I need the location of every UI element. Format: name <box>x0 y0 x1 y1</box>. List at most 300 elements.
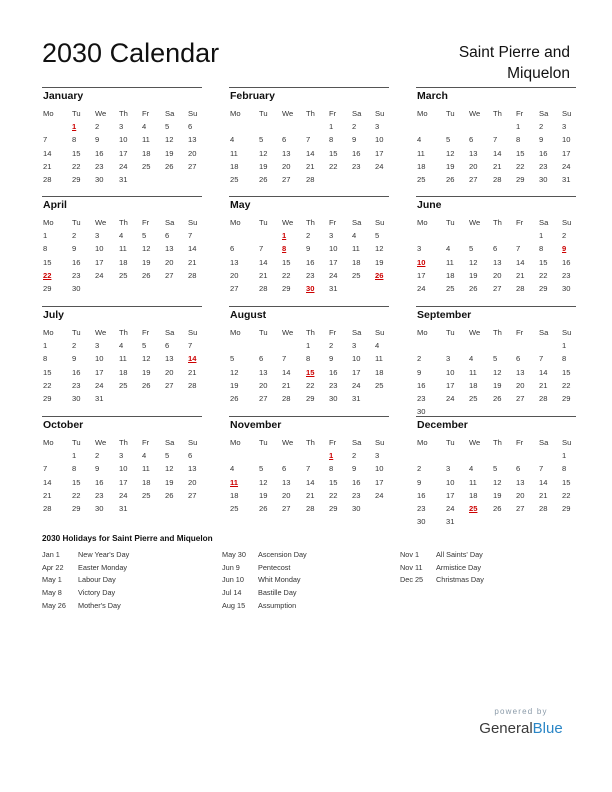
day-cell[interactable]: 18 <box>352 257 361 267</box>
day-cell[interactable]: 9 <box>417 367 422 377</box>
day-cell[interactable]: 9 <box>539 135 544 145</box>
day-cell[interactable]: 1 <box>72 451 77 460</box>
day-cell[interactable]: 6 <box>230 244 235 254</box>
day-cell[interactable]: 10 <box>562 135 571 145</box>
holiday-day-cell[interactable]: 25 <box>469 504 478 513</box>
day-cell[interactable]: 21 <box>493 161 502 171</box>
day-cell[interactable]: 29 <box>72 504 81 513</box>
day-cell[interactable]: 11 <box>142 464 150 474</box>
day-cell[interactable]: 26 <box>165 161 174 171</box>
day-cell[interactable]: 7 <box>259 244 264 254</box>
day-cell[interactable]: 12 <box>142 244 151 254</box>
day-cell[interactable]: 19 <box>469 270 478 280</box>
day-cell[interactable]: 16 <box>95 148 104 158</box>
day-cell[interactable]: 2 <box>95 451 100 460</box>
day-cell[interactable]: 22 <box>329 490 338 500</box>
day-cell[interactable]: 13 <box>469 148 478 158</box>
day-cell[interactable]: 5 <box>469 244 474 254</box>
day-cell[interactable]: 21 <box>188 257 197 267</box>
day-cell[interactable]: 28 <box>43 175 52 184</box>
day-cell[interactable]: 11 <box>469 367 477 377</box>
day-cell[interactable]: 28 <box>188 380 197 390</box>
day-cell[interactable]: 26 <box>230 394 239 403</box>
day-cell[interactable]: 17 <box>95 257 104 267</box>
day-cell[interactable]: 12 <box>446 148 455 158</box>
day-cell[interactable]: 1 <box>539 231 544 240</box>
day-cell[interactable]: 1 <box>306 341 311 350</box>
day-cell[interactable]: 30 <box>95 504 104 513</box>
day-cell[interactable]: 9 <box>352 135 357 145</box>
day-cell[interactable]: 24 <box>375 161 384 171</box>
day-cell[interactable]: 17 <box>446 490 455 500</box>
day-cell[interactable]: 4 <box>230 135 235 145</box>
day-cell[interactable]: 31 <box>119 175 128 184</box>
day-cell[interactable]: 10 <box>352 354 361 364</box>
day-cell[interactable]: 25 <box>142 490 151 500</box>
day-cell[interactable]: 11 <box>230 148 238 158</box>
day-cell[interactable]: 18 <box>375 367 384 377</box>
day-cell[interactable]: 20 <box>188 477 197 487</box>
day-cell[interactable]: 22 <box>329 161 338 171</box>
day-cell[interactable]: 21 <box>259 270 268 280</box>
day-cell[interactable]: 19 <box>165 148 174 158</box>
day-cell[interactable]: 19 <box>493 380 502 390</box>
day-cell[interactable]: 15 <box>72 148 81 158</box>
day-cell[interactable]: 8 <box>306 354 311 364</box>
day-cell[interactable]: 12 <box>142 354 151 364</box>
day-cell[interactable]: 28 <box>306 504 315 513</box>
day-cell[interactable]: 14 <box>493 148 502 158</box>
holiday-day-cell[interactable]: 1 <box>282 231 287 240</box>
day-cell[interactable]: 29 <box>516 175 525 184</box>
day-cell[interactable]: 27 <box>469 175 478 184</box>
day-cell[interactable]: 7 <box>539 354 544 364</box>
day-cell[interactable]: 26 <box>493 504 502 513</box>
day-cell[interactable]: 27 <box>165 270 174 280</box>
day-cell[interactable]: 4 <box>142 451 147 460</box>
day-cell[interactable]: 27 <box>516 394 525 403</box>
day-cell[interactable]: 25 <box>230 504 239 513</box>
day-cell[interactable]: 22 <box>282 270 291 280</box>
day-cell[interactable]: 27 <box>188 161 197 171</box>
day-cell[interactable]: 26 <box>259 504 268 513</box>
holiday-day-cell[interactable]: 9 <box>562 244 567 254</box>
day-cell[interactable]: 14 <box>188 244 197 254</box>
day-cell[interactable]: 2 <box>352 122 357 131</box>
day-cell[interactable]: 6 <box>516 354 521 364</box>
day-cell[interactable]: 25 <box>469 394 478 403</box>
day-cell[interactable]: 30 <box>72 284 81 293</box>
day-cell[interactable]: 5 <box>493 464 498 474</box>
day-cell[interactable]: 18 <box>119 367 128 377</box>
day-cell[interactable]: 5 <box>493 354 498 364</box>
day-cell[interactable]: 9 <box>329 354 334 364</box>
day-cell[interactable]: 15 <box>43 367 52 377</box>
day-cell[interactable]: 31 <box>562 175 571 184</box>
day-cell[interactable]: 21 <box>43 490 52 500</box>
day-cell[interactable]: 24 <box>446 504 455 513</box>
day-cell[interactable]: 17 <box>352 367 361 377</box>
day-cell[interactable]: 29 <box>562 394 571 403</box>
day-cell[interactable]: 25 <box>119 380 128 390</box>
day-cell[interactable]: 29 <box>43 284 52 293</box>
day-cell[interactable]: 22 <box>72 490 81 500</box>
day-cell[interactable]: 15 <box>562 477 571 487</box>
day-cell[interactable]: 24 <box>352 380 361 390</box>
day-cell[interactable]: 11 <box>142 135 150 145</box>
day-cell[interactable]: 18 <box>446 270 455 280</box>
day-cell[interactable]: 27 <box>259 394 268 403</box>
day-cell[interactable]: 27 <box>282 175 291 184</box>
day-cell[interactable]: 11 <box>417 148 425 158</box>
day-cell[interactable]: 17 <box>446 380 455 390</box>
day-cell[interactable]: 21 <box>516 270 525 280</box>
day-cell[interactable]: 3 <box>417 244 422 254</box>
holiday-day-cell[interactable]: 15 <box>306 367 315 377</box>
day-cell[interactable]: 20 <box>493 270 502 280</box>
day-cell[interactable]: 26 <box>259 175 268 184</box>
day-cell[interactable]: 21 <box>306 490 315 500</box>
day-cell[interactable]: 21 <box>43 161 52 171</box>
day-cell[interactable]: 4 <box>119 231 124 240</box>
day-cell[interactable]: 3 <box>95 231 100 240</box>
day-cell[interactable]: 26 <box>493 394 502 403</box>
day-cell[interactable]: 17 <box>375 148 384 158</box>
day-cell[interactable]: 2 <box>352 451 357 460</box>
day-cell[interactable]: 8 <box>43 354 48 364</box>
day-cell[interactable]: 9 <box>72 354 77 364</box>
day-cell[interactable]: 19 <box>259 490 268 500</box>
day-cell[interactable]: 16 <box>306 257 315 267</box>
day-cell[interactable]: 10 <box>375 464 384 474</box>
day-cell[interactable]: 5 <box>259 135 264 145</box>
day-cell[interactable]: 17 <box>95 367 104 377</box>
day-cell[interactable]: 18 <box>119 257 128 267</box>
day-cell[interactable]: 28 <box>259 284 268 293</box>
day-cell[interactable]: 8 <box>43 244 48 254</box>
day-cell[interactable]: 30 <box>417 517 426 527</box>
day-cell[interactable]: 27 <box>493 284 502 293</box>
day-cell[interactable]: 31 <box>446 517 455 527</box>
day-cell[interactable]: 13 <box>282 477 291 487</box>
day-cell[interactable]: 28 <box>43 504 52 513</box>
day-cell[interactable]: 5 <box>259 464 264 474</box>
day-cell[interactable]: 4 <box>142 122 147 131</box>
holiday-day-cell[interactable]: 30 <box>306 284 315 293</box>
day-cell[interactable]: 19 <box>259 161 268 171</box>
day-cell[interactable]: 8 <box>72 464 77 474</box>
day-cell[interactable]: 24 <box>329 270 338 280</box>
day-cell[interactable]: 24 <box>562 161 571 171</box>
day-cell[interactable]: 12 <box>493 367 502 377</box>
day-cell[interactable]: 14 <box>282 367 291 377</box>
day-cell[interactable]: 12 <box>259 148 268 158</box>
day-cell[interactable]: 3 <box>375 122 380 131</box>
day-cell[interactable]: 17 <box>119 148 128 158</box>
day-cell[interactable]: 23 <box>352 490 361 500</box>
day-cell[interactable]: 25 <box>352 270 361 280</box>
day-cell[interactable]: 24 <box>119 161 128 171</box>
day-cell[interactable]: 20 <box>282 161 291 171</box>
day-cell[interactable]: 4 <box>469 464 474 474</box>
day-cell[interactable]: 4 <box>230 464 235 474</box>
day-cell[interactable]: 18 <box>230 161 239 171</box>
day-cell[interactable]: 1 <box>562 341 567 350</box>
day-cell[interactable]: 20 <box>188 148 197 158</box>
day-cell[interactable]: 7 <box>43 464 48 474</box>
day-cell[interactable]: 28 <box>188 270 197 280</box>
day-cell[interactable]: 25 <box>119 270 128 280</box>
day-cell[interactable]: 19 <box>165 477 174 487</box>
day-cell[interactable]: 6 <box>188 451 193 460</box>
day-cell[interactable]: 20 <box>165 367 174 377</box>
day-cell[interactable]: 26 <box>469 284 478 293</box>
day-cell[interactable]: 15 <box>282 257 291 267</box>
holiday-day-cell[interactable]: 1 <box>72 122 77 131</box>
day-cell[interactable]: 14 <box>43 148 52 158</box>
day-cell[interactable]: 3 <box>119 122 124 131</box>
day-cell[interactable]: 29 <box>72 175 81 184</box>
day-cell[interactable]: 15 <box>43 257 52 267</box>
day-cell[interactable]: 15 <box>516 148 525 158</box>
day-cell[interactable]: 20 <box>516 490 525 500</box>
day-cell[interactable]: 22 <box>562 490 571 500</box>
day-cell[interactable]: 10 <box>446 477 455 487</box>
day-cell[interactable]: 30 <box>417 407 426 417</box>
day-cell[interactable]: 28 <box>539 504 548 513</box>
day-cell[interactable]: 18 <box>142 477 151 487</box>
day-cell[interactable]: 3 <box>352 341 357 350</box>
day-cell[interactable]: 10 <box>119 135 128 145</box>
day-cell[interactable]: 1 <box>329 122 334 131</box>
day-cell[interactable]: 3 <box>375 451 380 460</box>
day-cell[interactable]: 17 <box>329 257 338 267</box>
day-cell[interactable]: 2 <box>72 231 77 240</box>
day-cell[interactable]: 2 <box>329 341 334 350</box>
day-cell[interactable]: 30 <box>562 284 571 293</box>
day-cell[interactable]: 24 <box>95 380 104 390</box>
day-cell[interactable]: 6 <box>282 135 287 145</box>
day-cell[interactable]: 3 <box>119 451 124 460</box>
day-cell[interactable]: 22 <box>306 380 315 390</box>
day-cell[interactable]: 8 <box>329 135 334 145</box>
day-cell[interactable]: 4 <box>469 354 474 364</box>
day-cell[interactable]: 12 <box>259 477 268 487</box>
day-cell[interactable]: 7 <box>516 244 521 254</box>
day-cell[interactable]: 18 <box>469 490 478 500</box>
day-cell[interactable]: 6 <box>469 135 474 145</box>
day-cell[interactable]: 5 <box>375 231 380 240</box>
day-cell[interactable]: 25 <box>446 284 455 293</box>
day-cell[interactable]: 13 <box>516 477 525 487</box>
day-cell[interactable]: 27 <box>165 380 174 390</box>
day-cell[interactable]: 23 <box>72 270 81 280</box>
day-cell[interactable]: 21 <box>539 490 548 500</box>
day-cell[interactable]: 9 <box>352 464 357 474</box>
day-cell[interactable]: 28 <box>539 394 548 403</box>
day-cell[interactable]: 20 <box>259 380 268 390</box>
day-cell[interactable]: 29 <box>282 284 291 293</box>
day-cell[interactable]: 12 <box>493 477 502 487</box>
day-cell[interactable]: 2 <box>539 122 544 131</box>
day-cell[interactable]: 2 <box>562 231 567 240</box>
day-cell[interactable]: 16 <box>329 367 338 377</box>
day-cell[interactable]: 10 <box>446 367 455 377</box>
day-cell[interactable]: 27 <box>516 504 525 513</box>
day-cell[interactable]: 9 <box>95 135 100 145</box>
day-cell[interactable]: 11 <box>119 354 127 364</box>
holiday-day-cell[interactable]: 14 <box>188 354 197 364</box>
day-cell[interactable]: 30 <box>72 394 81 403</box>
day-cell[interactable]: 28 <box>306 175 315 184</box>
day-cell[interactable]: 19 <box>230 380 239 390</box>
day-cell[interactable]: 5 <box>230 354 235 364</box>
day-cell[interactable]: 1 <box>562 451 567 460</box>
holiday-day-cell[interactable]: 26 <box>375 270 384 280</box>
day-cell[interactable]: 14 <box>539 367 548 377</box>
day-cell[interactable]: 8 <box>562 354 567 364</box>
day-cell[interactable]: 23 <box>95 490 104 500</box>
day-cell[interactable]: 27 <box>230 284 239 293</box>
day-cell[interactable]: 23 <box>329 380 338 390</box>
day-cell[interactable]: 21 <box>188 367 197 377</box>
holiday-day-cell[interactable]: 11 <box>230 477 239 487</box>
day-cell[interactable]: 14 <box>259 257 268 267</box>
day-cell[interactable]: 30 <box>539 175 548 184</box>
day-cell[interactable]: 31 <box>95 394 104 403</box>
day-cell[interactable]: 15 <box>329 477 338 487</box>
day-cell[interactable]: 16 <box>539 148 548 158</box>
day-cell[interactable]: 22 <box>562 380 571 390</box>
day-cell[interactable]: 5 <box>165 451 170 460</box>
day-cell[interactable]: 7 <box>306 464 311 474</box>
day-cell[interactable]: 11 <box>119 244 127 254</box>
day-cell[interactable]: 25 <box>375 380 384 390</box>
day-cell[interactable]: 17 <box>375 477 384 487</box>
day-cell[interactable]: 17 <box>417 270 426 280</box>
day-cell[interactable]: 29 <box>562 504 571 513</box>
day-cell[interactable]: 9 <box>72 244 77 254</box>
day-cell[interactable]: 19 <box>446 161 455 171</box>
day-cell[interactable]: 4 <box>119 341 124 350</box>
day-cell[interactable]: 23 <box>352 161 361 171</box>
day-cell[interactable]: 24 <box>417 284 426 293</box>
day-cell[interactable]: 13 <box>165 354 174 364</box>
day-cell[interactable]: 24 <box>95 270 104 280</box>
day-cell[interactable]: 29 <box>43 394 52 403</box>
day-cell[interactable]: 6 <box>493 244 498 254</box>
day-cell[interactable]: 30 <box>329 394 338 403</box>
day-cell[interactable]: 31 <box>119 504 128 513</box>
day-cell[interactable]: 26 <box>446 175 455 184</box>
holiday-day-cell[interactable]: 8 <box>282 244 287 254</box>
day-cell[interactable]: 9 <box>306 244 311 254</box>
day-cell[interactable]: 13 <box>282 148 291 158</box>
day-cell[interactable]: 20 <box>165 257 174 267</box>
day-cell[interactable]: 23 <box>417 394 426 403</box>
day-cell[interactable]: 10 <box>375 135 384 145</box>
day-cell[interactable]: 18 <box>142 148 151 158</box>
day-cell[interactable]: 5 <box>142 341 147 350</box>
day-cell[interactable]: 6 <box>188 122 193 131</box>
day-cell[interactable]: 11 <box>469 477 477 487</box>
day-cell[interactable]: 25 <box>142 161 151 171</box>
day-cell[interactable]: 16 <box>352 148 361 158</box>
day-cell[interactable]: 29 <box>306 394 315 403</box>
day-cell[interactable]: 20 <box>230 270 239 280</box>
day-cell[interactable]: 16 <box>72 257 81 267</box>
day-cell[interactable]: 6 <box>165 231 170 240</box>
day-cell[interactable]: 25 <box>230 175 239 184</box>
day-cell[interactable]: 7 <box>282 354 287 364</box>
day-cell[interactable]: 5 <box>165 122 170 131</box>
day-cell[interactable]: 28 <box>516 284 525 293</box>
day-cell[interactable]: 10 <box>119 464 128 474</box>
day-cell[interactable]: 13 <box>259 367 268 377</box>
day-cell[interactable]: 23 <box>306 270 315 280</box>
day-cell[interactable]: 24 <box>446 394 455 403</box>
day-cell[interactable]: 19 <box>493 490 502 500</box>
day-cell[interactable]: 18 <box>230 490 239 500</box>
day-cell[interactable]: 2 <box>95 122 100 131</box>
day-cell[interactable]: 8 <box>329 464 334 474</box>
day-cell[interactable]: 17 <box>119 477 128 487</box>
day-cell[interactable]: 11 <box>352 244 360 254</box>
day-cell[interactable]: 30 <box>95 175 104 184</box>
day-cell[interactable]: 26 <box>142 270 151 280</box>
day-cell[interactable]: 11 <box>446 257 454 267</box>
day-cell[interactable]: 5 <box>446 135 451 145</box>
day-cell[interactable]: 24 <box>119 490 128 500</box>
day-cell[interactable]: 23 <box>95 161 104 171</box>
day-cell[interactable]: 3 <box>446 354 451 364</box>
day-cell[interactable]: 14 <box>306 477 315 487</box>
day-cell[interactable]: 12 <box>230 367 239 377</box>
day-cell[interactable]: 7 <box>539 464 544 474</box>
day-cell[interactable]: 22 <box>43 380 52 390</box>
day-cell[interactable]: 1 <box>43 341 48 350</box>
generalblue-logo[interactable] <box>475 720 567 737</box>
day-cell[interactable]: 15 <box>329 148 338 158</box>
day-cell[interactable]: 3 <box>95 341 100 350</box>
day-cell[interactable]: 21 <box>282 380 291 390</box>
day-cell[interactable]: 7 <box>188 231 193 240</box>
day-cell[interactable]: 6 <box>259 354 264 364</box>
day-cell[interactable]: 10 <box>95 244 104 254</box>
holiday-day-cell[interactable]: 10 <box>417 257 426 267</box>
day-cell[interactable]: 2 <box>417 354 422 364</box>
day-cell[interactable]: 13 <box>188 135 197 145</box>
holiday-day-cell[interactable]: 1 <box>329 451 334 460</box>
day-cell[interactable]: 4 <box>352 231 357 240</box>
day-cell[interactable]: 18 <box>417 161 426 171</box>
day-cell[interactable]: 22 <box>539 270 548 280</box>
day-cell[interactable]: 1 <box>43 231 48 240</box>
day-cell[interactable]: 1 <box>516 122 521 131</box>
day-cell[interactable]: 16 <box>95 477 104 487</box>
day-cell[interactable]: 23 <box>72 380 81 390</box>
day-cell[interactable]: 3 <box>329 231 334 240</box>
day-cell[interactable]: 13 <box>493 257 502 267</box>
day-cell[interactable]: 2 <box>306 231 311 240</box>
day-cell[interactable]: 2 <box>72 341 77 350</box>
day-cell[interactable]: 29 <box>539 284 548 293</box>
day-cell[interactable]: 16 <box>72 367 81 377</box>
day-cell[interactable]: 20 <box>469 161 478 171</box>
day-cell[interactable]: 6 <box>516 464 521 474</box>
day-cell[interactable]: 8 <box>562 464 567 474</box>
day-cell[interactable]: 22 <box>72 161 81 171</box>
